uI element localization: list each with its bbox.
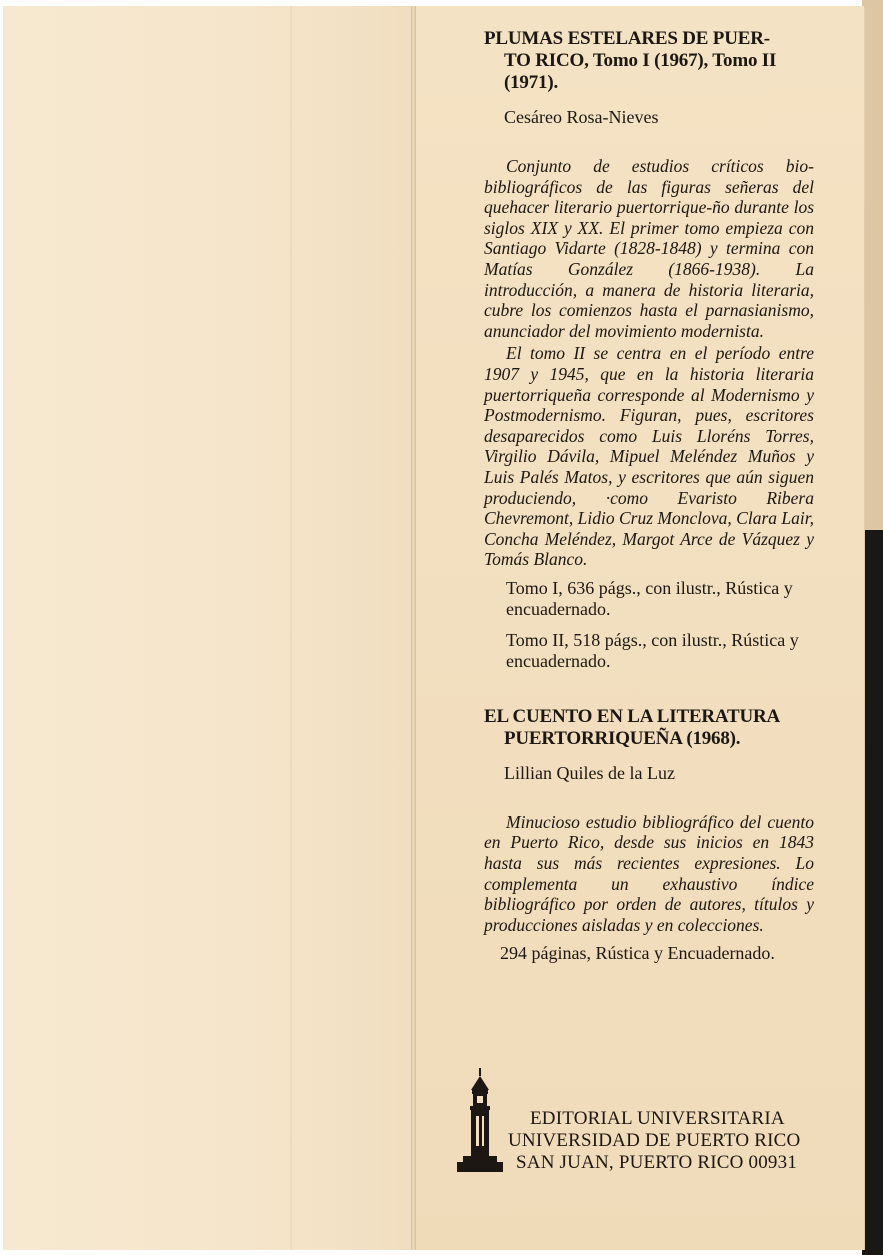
entry-detail: 294 páginas, Rústica y Encuadernado. (500, 943, 775, 964)
entry-title-line: EL CUENTO EN LA LITERATURA (484, 705, 781, 727)
publisher-name: EDITORIAL UNIVERSITARIA (530, 1108, 785, 1129)
entry-title (484, 28, 814, 94)
tower-logo-icon (455, 1068, 505, 1172)
entry-title (484, 706, 814, 750)
entry-title-line: PLUMAS ESTELARES DE PUER- (484, 28, 770, 49)
publisher-institution: UNIVERSIDAD DE PUERTO RICO (508, 1130, 801, 1151)
entry-author: Lillian Quiles de la Luz (504, 762, 675, 783)
publisher-block (508, 1108, 838, 1174)
catalog-entry (484, 706, 814, 965)
entry-description: Minucioso estudio bibliográfico del cuento en Puerto Rico, desde sus inicios en 1843 hasta sus más recientes expresiones. Lo complementa un exhaustivo índice bibliográfico por orden de autores, títulos y producciones aisladas y en colecciones. (484, 811, 814, 935)
entry-author: Cesáreo Rosa-Nieves (504, 107, 659, 127)
left-flap (3, 6, 413, 1250)
catalog-entry (484, 28, 814, 672)
entry-description: El tomo II se centra en el período entre 1907 y 1945, que en la historia literaria puertorriqueña corresponde al Modernismo y Postmodernismo. Figuran, pues, escritores desaparecidos como Luis Lloréns Torres, Virgilio Dávila, Mipuel Meléndez Muños y Luis Palés Matos, y escritores que aún siguen produciendo, ·como Evaristo Ribera Chevremont, Lidio Cruz Monclova, Clara Lair, Concha Meléndez, Margot Arce de Vázquez y Tomás Blanco. (484, 343, 814, 570)
entry-detail: Tomo I, 636 págs., con ilustr., Rústica y encuadernado. (506, 577, 793, 619)
scan-edge-light (862, 0, 883, 530)
entry-title-line: PUERTORRIQUEÑA (1968). (504, 727, 741, 749)
catalog-text (484, 28, 814, 964)
entry-title-line: (1971). (504, 72, 559, 93)
entry-title-line: TO RICO, Tomo I (1967), Tomo II (504, 50, 777, 71)
publisher-address: SAN JUAN, PUERTO RICO 00931 (516, 1152, 798, 1173)
fold-line (290, 6, 292, 1250)
entry-detail: Tomo II, 518 págs., con ilustr., Rústica y encuadernado. (506, 629, 799, 671)
entry-description: Conjunto de estudios críticos bio-bibliográficos de las figuras señeras del quehacer literario puertorrique-ño durante los siglos XIX y XX. El primer tomo empieza con Santiago Vidarte (1828-1848) y termina con Matías González (1866-1938). La introducción, a manera de historia literaria, cubre los comienzos hasta el parnasianismo, anunciador del movimiento modernista. (484, 156, 814, 341)
